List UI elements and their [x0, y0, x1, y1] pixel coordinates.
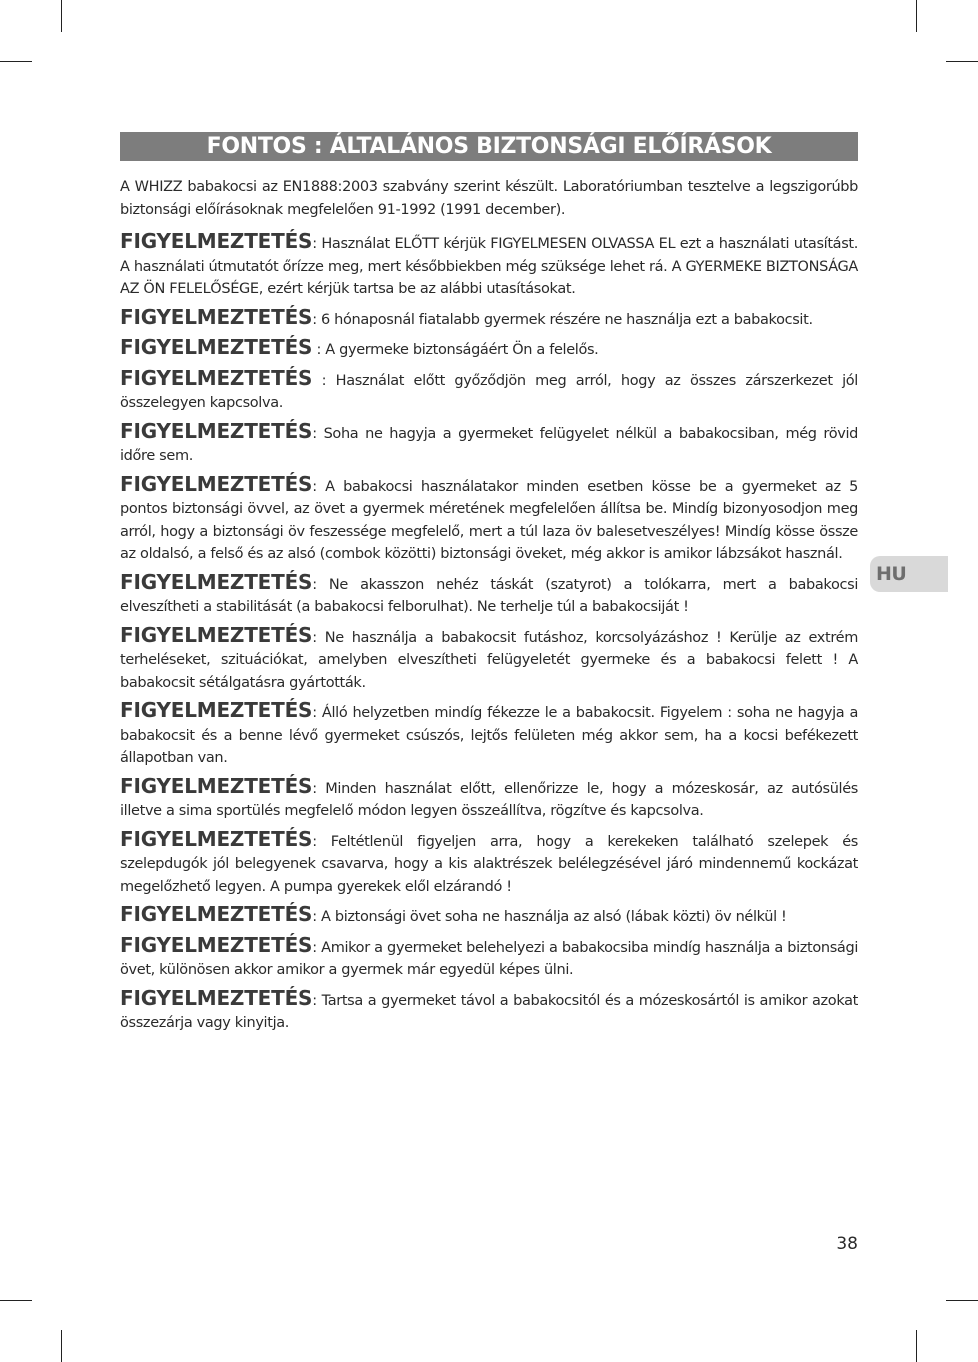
warning-text: : Amikor a gyermeket belehelyezi a babakocsiba mindíg használja a biztonsági övet, különösen akkor amikor a gyermek már egyedül képes ülni.	[120, 939, 858, 978]
warning-text: : A babakocsi használatakor minden esetben kösse be a gyermeket az 5 pontos biztonsági övvel, az övet a gyermek méretének megfelelően állítsa be. Mindíg bizonyosodjon meg arról, hogy a biztonsági öv feszessége megfelelő, mert a túl laza öv balesetveszélyes! Mindíg kösse össze az oldalsó, a felső és az alsó (combok közötti) biztonsági öveket, még akkor is amikor lábzsákot használ.	[120, 478, 858, 562]
warning-paragraph	[120, 420, 858, 468]
warning-text: : Tartsa a gyermeket távol a babakocsitól és a mózeskosártól is amikor azokat összezárja vagy kinyitja.	[120, 992, 858, 1031]
language-tab-label: HU	[876, 563, 907, 585]
warning-paragraph	[120, 699, 858, 770]
warning-label: FIGYELMEZTETÉS	[120, 622, 313, 647]
warning-label: FIGYELMEZTETÉS	[120, 229, 313, 253]
crop-mark	[61, 1330, 62, 1362]
warning-label: FIGYELMEZTETÉS	[120, 826, 313, 851]
crop-mark	[0, 61, 32, 62]
warning-label: FIGYELMEZTETÉS	[120, 365, 313, 390]
warning-label: FIGYELMEZTETÉS	[120, 471, 313, 496]
crop-mark	[0, 1300, 32, 1301]
warning-text: : Használat ELŐTT kérjük FIGYELMESEN OLVASSA EL ezt a használati utasítást. A használati útmutatót őrízze meg, mert későbbiekben még szüksége lehet rá. A GYERMEKE BIZTONSÁGA AZ ÖN FELELŐSÉGE, ezért kérjük tartsa be az alábbi utasításokat.	[120, 236, 858, 297]
section-title: FONTOS : ÁLTALÁNOS BIZTONSÁGI ELŐÍRÁSOK	[120, 132, 858, 161]
safety-instructions	[120, 176, 858, 1040]
page-number: 38	[836, 1234, 858, 1254]
warning-paragraph	[120, 367, 858, 415]
warning-label: FIGYELMEZTETÉS	[120, 985, 313, 1010]
warning-paragraph	[120, 473, 858, 566]
warning-paragraph	[120, 624, 858, 695]
warning-label: FIGYELMEZTETÉS	[120, 932, 313, 957]
warning-paragraph	[120, 934, 858, 982]
warning-paragraph	[120, 230, 858, 301]
crop-mark	[916, 1330, 917, 1362]
warning-text: : Minden használat előtt, ellenőrizze le, hogy a mózeskosár, az autósülés illetve a sima sportülés megfelelő módon legyen összeállítva, rögzítve és kapcsolva.	[120, 780, 858, 819]
warning-label: FIGYELMEZTETÉS	[120, 335, 313, 359]
warning-text: : A gyermeke biztonságáért Ön a felelős.	[312, 342, 599, 358]
warning-text: : Feltétlenül figyeljen arra, hogy a kerekeken található szelepek és szelepdugók jól belegyenek csavarva, hogy a kis alaktrészek belélegzésével járó mindennemű kockázat megelőzhető legyen. A pumpa gyerekek elől elzárandó !	[120, 833, 858, 895]
warning-text: : A biztonsági övet soha ne használja az alsó (lábak közti) öv nélkül !	[312, 909, 787, 925]
warning-paragraph	[120, 571, 858, 619]
warning-label: FIGYELMEZTETÉS	[120, 902, 313, 926]
warning-label: FIGYELMEZTETÉS	[120, 304, 313, 329]
crop-mark	[946, 1300, 978, 1301]
warning-label: FIGYELMEZTETÉS	[120, 773, 313, 798]
warning-paragraph	[120, 336, 858, 362]
crop-mark	[61, 0, 62, 32]
warning-paragraph	[120, 828, 858, 899]
language-tab	[870, 556, 948, 592]
crop-mark	[916, 0, 917, 32]
warning-paragraph	[120, 987, 858, 1035]
warning-list	[120, 230, 858, 1035]
crop-mark	[946, 61, 978, 62]
warning-label: FIGYELMEZTETÉS	[120, 569, 313, 594]
warning-text: : Ne használja a babakocsit futáshoz, korcsolyázáshoz ! Kerülje az extrém terheléseket, szituációkat, amelyben elveszítheti felügyeletét gyermeke és a babakocsi felett ! A babakocsit sétálgatásra gyártották.	[120, 629, 858, 691]
warning-text: : Használat előtt győződjön meg arról, hogy az összes zárszerkezet jól összelegyen kapcsolva.	[120, 372, 858, 411]
intro-paragraph: A WHIZZ babakocsi az EN1888:2003 szabvány szerint készült. Laboratóriumban tesztelve a legszigorúbb biztonsági előírásoknak megfelelően 91-1992 (1991 december).	[120, 179, 858, 218]
warning-text: : 6 hónaposnál fiatalabb gyermek részére ne használja ezt a babakocsit.	[312, 311, 813, 328]
warning-text: : Álló helyzetben mindíg fékezze le a babakocsit. Figyelem : soha ne hagyja a babakocsit és a benne lévő gyermeket csúszós, lejtős felületen még akkor sem, ha a kocsi befékezett állapotban van.	[120, 705, 858, 766]
warning-label: FIGYELMEZTETÉS	[120, 698, 313, 722]
warning-paragraph	[120, 775, 858, 823]
warning-paragraph	[120, 903, 858, 929]
warning-text: : Ne akasszon nehéz táskát (szatyrot) a tolókarra, mert a babakocsi elveszítheti a stabilitását (a babakocsi felborulhat). Ne terhelje túl a babakocsiját !	[120, 576, 858, 615]
warning-label: FIGYELMEZTETÉS	[120, 418, 313, 443]
warning-text: : Soha ne hagyja a gyermeket felügyelet nélkül a babakocsiban, még rövid időre sem.	[120, 425, 858, 464]
warning-paragraph	[120, 306, 858, 332]
